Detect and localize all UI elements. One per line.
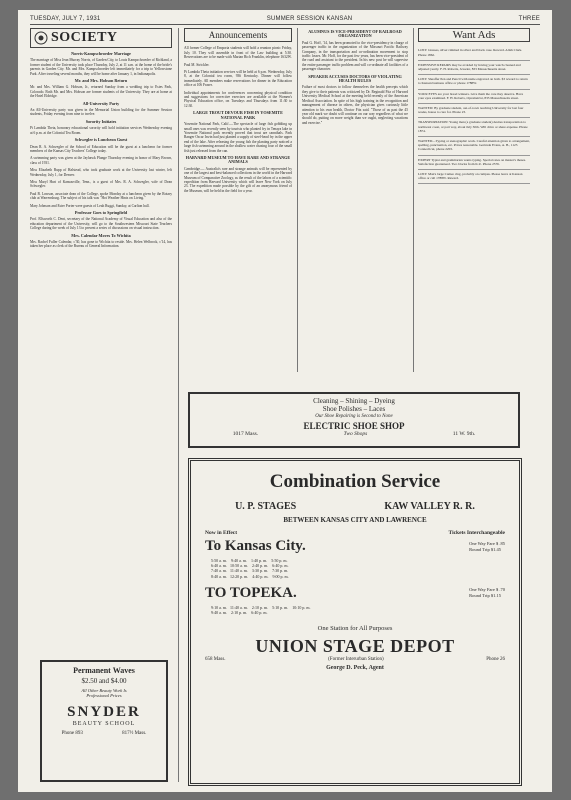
speaker-headline: SPEAKER ACCUSES DOCTORS OF VIOLATING HEALTH RULES (308, 73, 402, 84)
kc-fares: One Way Fare $ .85 Round Trip $1.45 (469, 540, 505, 552)
shoe-shop-ad (188, 392, 520, 448)
society-item-text: Pi Lambda Theta, honorary educational sorority will hold initiation services Wednesday evening at 6 p.m. at the Colonial Tea Room. (30, 126, 172, 135)
permanent-waves-ad (40, 660, 168, 782)
society-item-headline: Norris-Kampschroeder Marriage (71, 51, 131, 56)
kc-time-row: 5:50 a. m. 9:40 a. m. 1:40 p. m. 5:50 p. m. (211, 558, 288, 563)
column-rule-3 (413, 28, 414, 372)
society-item-text: Miss Elizabeth Rupp of Halstead, who took graduate work at the University last winter, left Wednesday, July 1, for Denver. (30, 168, 172, 177)
want-ad-item: TRANSPORTATION: Young man (a graduate student) desires transportation to northwest coast, or part way, about July 30th. Will drive or share expense. Phone 1874. (418, 118, 530, 137)
header-date: TUESDAY, JULY 7, 1931 (30, 15, 101, 22)
society-item-headline: Schwegler is Luncheon Guest (74, 137, 128, 143)
combo-title: Combination Service (269, 471, 441, 492)
page-header (30, 13, 540, 25)
announcement-item: Paul M. Strickler. (184, 62, 210, 67)
kc-time-row: 7:40 a. m. 11:40 a. m. 3:30 p. m. 7:30 p. m. (211, 568, 289, 574)
society-item-headline: Mr. and Mrs. Hobson Return (74, 78, 128, 84)
clean-line3: Our Shoe Repairing is Second to None (315, 414, 393, 419)
combo-addr: 658 Mass. (205, 657, 226, 663)
society-item-text: Mary Johnson and Ester Porter were guests of Leah Ruggi, Sunday, at Carlton hall. (30, 203, 150, 208)
want-ad-item: EXPENSIVE REPAIRS may be avoided by having your watch cleaned and adjusted yearly. F. H. Roberts, Jeweler, 833 Massachusetts street. (418, 61, 530, 75)
clean-line2: Shoe Polishes – Laces (322, 405, 386, 413)
announcements-column (184, 28, 292, 386)
speaker-text: Failure of most doctors to follow themselves the health precepts which they give to their patients was criticized by Dr. Reginald Fitz of Harvard University Medical School at the meeting held recently of the American Medical Association. In spite of his high training in the recognition and management of disease in others, the physician gives curiously little attention to his own health, Doctor Fitz said. "Those of us past the 45 year old mark we doubt will continue on our way regardless of what we should do, putting on more weight than we ought, neglecting vacations and exercise." (302, 85, 408, 125)
want-ad-item: WANTED—Typing or stenographic work. Careful attention given to arrangement, spelling, punctuation, etc. Prices reasonable. Gertrude Evans, A. B., 1123 Connecticut, phone 2203. (418, 137, 530, 156)
announcement-item: Pi Lambda Theta initiation services will be held at 6 p.m. Wednesday, July 8, at the Colonial tea room, 936 Kentucky. Dinner will follow immediately. All members make reservations for dinner in the Education office at 106 Fraser. (184, 70, 292, 88)
trout-headline: LARGE TROUT DEVOUR FISH IN YOSEMITE NATIONAL PARK (193, 110, 283, 120)
society-banner (30, 28, 172, 48)
society-item-text: Miss Maryl Hurt of Kansasville, Tenn., is a guest of Mrs. R. A. Schwegler, wife of Dean Schwegler. (30, 179, 172, 189)
society-item-headline: All-University Party (82, 100, 120, 106)
newspaper-page (18, 10, 552, 792)
topeka-fares: One Way Fare $ .70 Round Trip $1.15 (469, 587, 505, 599)
want-ad-item: EXPERT Typist and grammarian wants typing. Special rates on master's theses. Satisfaction guaranteed. Two blocks from K.U. Phone 2576. (418, 156, 530, 170)
combo-effect: Now in Effect (205, 530, 238, 536)
topeka-timetable (191, 602, 519, 615)
society-column (30, 28, 172, 654)
combo-between: BETWEEN KANSAS CITY AND LAWRENCE (283, 516, 427, 524)
perm-phone: Phone 893 (61, 731, 83, 736)
society-item-headline: Mrs. Calendar Moves To Wichita (71, 232, 131, 238)
want-ad-item: YOUR EYES are your bread winners. Give them the care they deserve. Have your eyes examined. F. H. Roberts, Optometrist, 833 Massachusetts street. (418, 90, 530, 104)
announcement-items (184, 46, 292, 108)
want-ads-column (418, 28, 530, 386)
header-page: THREE (518, 15, 540, 22)
combo-inter: Tickets Interchangeable (448, 530, 505, 536)
clean-addr3: 11 W. 9th. (452, 431, 476, 437)
column-rule-1 (178, 28, 179, 782)
combo-right: KAW VALLEY R. R. (384, 501, 475, 512)
clean-addr2: Two Shops (343, 431, 368, 437)
perm-line2: Professional Prices (86, 693, 122, 698)
perm-name: SNYDER (67, 704, 141, 720)
alumnus-text: Paul G. Hoff, '14, has been promoted to the vice-presidency in charge of passenger traffic in the organization of the Missouri Pacific Railway Company, in the transportation and co-ordination movement to stop traffic losses. Mr. Hoff, for the past few years, has been vice-president of the road and assistant to the president. In his new post he will supervise the entire passenger traffic problem and will co-ordinate all facilities of a passenger character. (302, 40, 408, 72)
society-item-headline: Sorority Initiates (85, 118, 117, 124)
want-ad-item: LOST: Sheaffer Pen and Pencil with name engraved on both. $3 reward to return to Kansan business office or phone 1788W. (418, 75, 530, 89)
society-item-text: An All-University party was given in the Memorial Union building for the Summer Session students, Friday evening from nine to twelve. (30, 108, 172, 117)
society-items (30, 52, 172, 249)
clean-line1: Cleaning – Shining – Dyeing (313, 397, 395, 405)
topeka-time-row: 9:10 a. m. 11:40 a. m. 2:10 p. m. 5:10 p. m. 10:10 p. m. (211, 604, 311, 610)
news-column (302, 28, 408, 386)
society-title: SOCIETY (51, 29, 118, 45)
column-rule-2 (297, 28, 298, 372)
society-item-text: Paul B. Lawson, associate dean of the College, spoke Monday at a luncheon given by the Rotary club at Warrensburg. The subject of his talk was "Hot Weather Hints on Living." (30, 191, 172, 201)
want-ad-item: WANTED: By graduate student, out-of-town teaching University for last four weeks, house to care for. Phone 23. (418, 104, 530, 118)
topeka-time-row: 9:40 a. m. 2:10 p. m. 6:40 p. m. (211, 610, 268, 616)
combination-service-ad (188, 458, 522, 786)
society-item-text: Mr. and Mrs. William G. Hobson, Jr., returned Sunday from a wedding trip to Estes Park, Colorado. Both Mr. and Mrs. Hobson are former students of the University. They are at home at the Hotel Eldridge. (30, 85, 172, 99)
alumnus-headline: ALUMNUS IS VICE-PRESIDENT OF RAILROAD ORGANIZATION (308, 29, 402, 39)
combo-kc: To Kansas City. (205, 538, 306, 554)
society-item-headline: Professor Goes to Springfield (74, 209, 128, 215)
combo-phone: Phone 26 (486, 657, 505, 663)
kc-time-row: 6:40 a. m. 10:50 a. m. 2:40 p. m. 6:40 p. m. (211, 563, 289, 569)
header-title: SUMMER SESSION KANSAN (266, 15, 353, 22)
combo-agent: George D. Peck, Agent (326, 665, 384, 672)
ornament-icon (34, 31, 48, 45)
society-item-text: The marriage of Miss Jean Murray Norris, of Garden City, to Louis Kampschroeder of Richland, a former student of the University took place Thursday, July 2, at 11 a.m. at the home of the bride's parents in Garden City. Mr. and Mrs. Kampschroeder left immediately for a trip to Yellowstone Park. After traveling several months, they will be home after January 1, in Indianapolis. (30, 58, 172, 76)
want-ad-item: LOST: Glasses, silver rimmed in silver and black case. Reward. Allah Clark. Phone 1862. (418, 46, 530, 60)
kc-timetable (191, 555, 519, 579)
perm-prices: $2.50 and $4.00 (81, 677, 127, 685)
harvard-text: Cambridge.— Australia's rare and strange animals will be represented by one of the largest and best-balanced collections in the world in the Harvard Museum of Comparative Zoology, as the result of the labors of a scientific expedition from Harvard University which will leave New York on July 23. The expedition made possible by the gift of an anonymous friend of the Museum, will be held in the field for a year. (184, 166, 292, 193)
perm-line1: All Other Beauty Work Is (81, 688, 127, 693)
clean-addr1: 1017 Mass. (232, 431, 259, 437)
trout-text: Yosemite National Park, Calif.—The spectacle of large fish gobbling up small ones was recently seen by tourists who planted fry in Tenaya lake in Yosemite National park recently proved that trout are cannibals. Park Ranger Oscar Irwin had just planted a supply of steel-head fry in the upper end of the lake. After releasing the young fish the planting party noticed a large fish swimming around in the shallow water chasing four of the small fish just released from the can. (184, 122, 292, 153)
combo-station: One Station for All Purposes (317, 625, 393, 633)
combo-depot: UNION STAGE DEPOT (255, 636, 455, 657)
want-ad-item: LOST: Man's large Cameo ring, probably on campus. Please leave at Kansan office or call 1788W. Reward. (418, 170, 530, 184)
perm-sub: BEAUTY SCHOOL (72, 721, 136, 727)
kc-time-row: 8:40 a. m. 12:20 p. m. 4:40 p. m. 9:00 p. m. (211, 573, 289, 579)
announcement-item: All former College of Emporia students will hold a reunion picnic Friday, July 10. They will assemble in front of the Law building at 5:30. Reservations are to be made with Marian Rich Franklin, telephone 1632W. (184, 46, 292, 60)
society-item-text: Mrs. Rachel Fuller Calendar, c'30, has gone to Wichita to reside. Mrs. Helen Welbrock, c'14, has taken her place as clerk of the Bureau of General Information. (30, 240, 172, 249)
combo-left: U. P. STAGES (235, 501, 297, 512)
society-item-text: Prof. Ellsworth C. Dent, secretary of the National Academy of Visual Education and also of the education department of the University, will go to the Southwestern Missouri State Teachers College during the week of July 13 to present a series of discussions on visual instruction. (30, 217, 172, 231)
combo-topeka: TO TOPEKA. (205, 584, 297, 601)
want-ads-banner: Want Ads (418, 28, 530, 42)
perm-title: Permanent Waves (73, 666, 135, 675)
perm-addr: 817½ Mass. (122, 731, 147, 736)
combo-former: (Former Interurban Station) (328, 657, 384, 663)
want-ad-items (418, 46, 530, 184)
harvard-headline: HARVARD MUSEUM TO HAVE RARE AND STRANGE ANIMALS (185, 154, 291, 165)
clean-name: ELECTRIC SHOE SHOP (303, 421, 405, 431)
society-item-text: A swimming party was given at the Jayhawk Plunge Thursday evening in honor of Mary Brown, class of 1931. (30, 156, 172, 165)
announcement-item: Individual appointments for conferences concerning physical condition and suggestions for corrective exercises are available at the Women's Physical Education office, on Tuesdays and Thursdays from 11:30 to 12:30. (184, 90, 292, 108)
announcements-banner: Announcements (184, 28, 292, 42)
society-item-text: Dean R. A. Schwegler of the School of Education will be the guest at a luncheon for former members of the Kansas City Teachers' College today. (30, 144, 172, 153)
